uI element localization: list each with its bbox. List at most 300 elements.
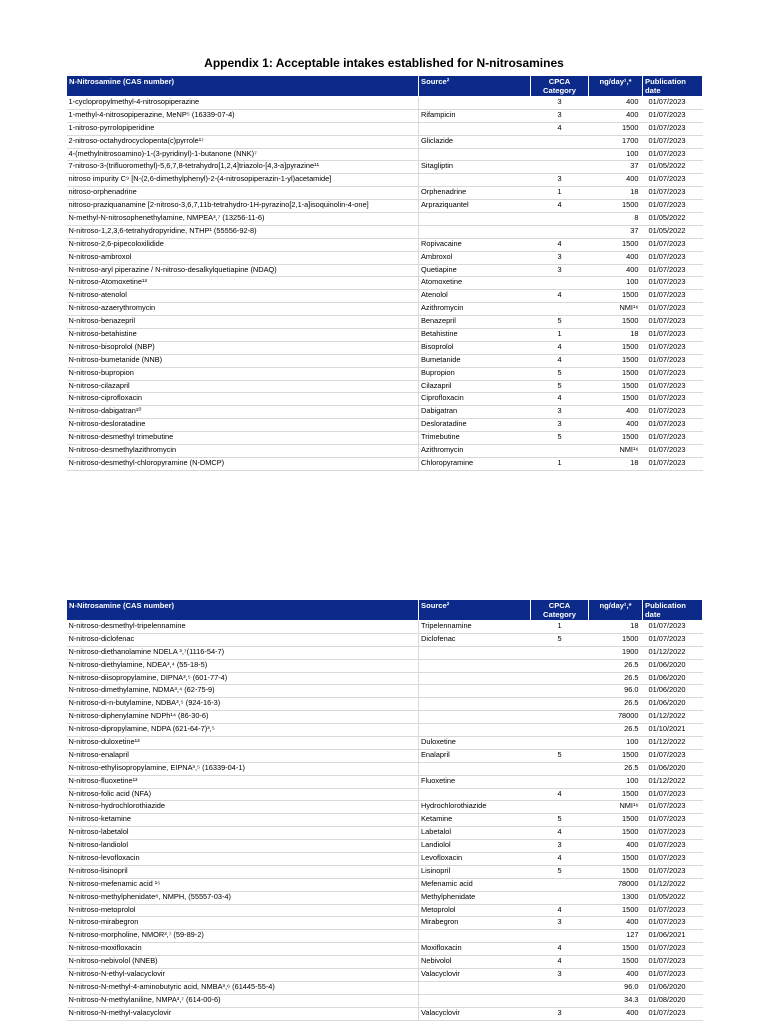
cpca-category-cell: [531, 659, 589, 672]
publication-date-cell: 01/07/2023: [643, 97, 703, 110]
source-cell: Landiolol: [419, 840, 531, 853]
table-row: [67, 917, 703, 930]
ng-per-day-cell: 1500: [589, 853, 643, 866]
table-row: [67, 251, 703, 264]
table-row: [67, 943, 703, 956]
source-cell: Valacyclovir: [419, 969, 531, 982]
nitrosamine-name-cell: N-nitroso-desmethyl-tripelennamine: [67, 621, 419, 634]
publication-date-cell: 01/07/2023: [643, 148, 703, 161]
nitrosamine-name-cell: N-nitroso-benazepril: [67, 316, 419, 329]
nitrosamine-name-cell: 4-(methylnitrosoamino)-1-(3-pyridinyl)-1-butanone (NNK)⁷: [67, 148, 419, 161]
ng-per-day-cell: 1500: [589, 122, 643, 135]
publication-date-cell: 01/07/2023: [643, 917, 703, 930]
cpca-category-cell: 3: [531, 264, 589, 277]
publication-date-cell: 01/07/2023: [643, 238, 703, 251]
publication-date-cell: 01/07/2023: [643, 329, 703, 342]
publication-date-cell: 01/07/2023: [643, 200, 703, 213]
ng-per-day-cell: 400: [589, 419, 643, 432]
table-row: [67, 878, 703, 891]
publication-date-cell: 01/07/2023: [643, 406, 703, 419]
publication-date-cell: 01/07/2023: [643, 290, 703, 303]
table-row: [67, 956, 703, 969]
cpca-category-cell: 4: [531, 200, 589, 213]
header-ng-per-day: ng/day¹,*: [589, 76, 643, 97]
nitrosamine-name-cell: N-nitroso-desmethylazithromycin: [67, 445, 419, 458]
nitrosamine-name-cell: N-nitroso-diisopropylamine, DIPNA³,⁵ (601-77-4): [67, 672, 419, 685]
cpca-category-cell: [531, 711, 589, 724]
nitrosamine-name-cell: N-nitroso-ethylisopropylamine, EIPNA³,⁵ (16339-04-1): [67, 762, 419, 775]
source-cell: Atenolol: [419, 290, 531, 303]
publication-date-cell: 01/07/2023: [643, 419, 703, 432]
nitrosamine-name-cell: N-nitroso-azaerythromycin: [67, 303, 419, 316]
ng-per-day-cell: 400: [589, 969, 643, 982]
table-row: [67, 135, 703, 148]
publication-date-cell: 01/07/2023: [643, 109, 703, 122]
cpca-category-cell: [531, 775, 589, 788]
source-cell: [419, 788, 531, 801]
source-cell: Duloxetine: [419, 737, 531, 750]
publication-date-cell: 01/07/2023: [643, 969, 703, 982]
publication-date-cell: 01/07/2023: [643, 801, 703, 814]
table-row: [67, 762, 703, 775]
source-cell: Rifampicin: [419, 109, 531, 122]
publication-date-cell: 01/07/2023: [643, 621, 703, 634]
table-row: [67, 109, 703, 122]
ng-per-day-cell: 100: [589, 148, 643, 161]
publication-date-cell: 01/07/2023: [643, 393, 703, 406]
nitrosamine-name-cell: N-nitroso-nebivolol (NNEB): [67, 956, 419, 969]
table-row: [67, 659, 703, 672]
source-cell: Quetiapine: [419, 264, 531, 277]
table-row: [67, 174, 703, 187]
ng-per-day-cell: NMI¹⁶: [589, 303, 643, 316]
ng-per-day-cell: 78000: [589, 711, 643, 724]
table-row: [67, 316, 703, 329]
nitrosamine-name-cell: N-nitroso-dimethylamine, NDMA³,⁴ (62-75-9): [67, 685, 419, 698]
cpca-category-cell: [531, 930, 589, 943]
table-row: [67, 406, 703, 419]
cpca-category-cell: [531, 161, 589, 174]
table-row: [67, 737, 703, 750]
cpca-category-cell: 3: [531, 109, 589, 122]
ng-per-day-cell: 26.5: [589, 698, 643, 711]
cpca-category-cell: 5: [531, 633, 589, 646]
cpca-category-cell: [531, 762, 589, 775]
nitrosamine-name-cell: 1-methyl-4-nitrosopiperazine, MeNP⁵ (16339-07-4): [67, 109, 419, 122]
nitrosamine-name-cell: N-nitroso-mefenamic acid ¹⁵: [67, 878, 419, 891]
ng-per-day-cell: 96.0: [589, 981, 643, 994]
cpca-category-cell: [531, 672, 589, 685]
publication-date-cell: 01/07/2023: [643, 457, 703, 470]
source-cell: Bisoprolol: [419, 341, 531, 354]
cpca-category-cell: [531, 981, 589, 994]
nitrosamine-name-cell: N-nitroso-cilazapril: [67, 380, 419, 393]
nitrosamine-name-cell: nitroso-orphenadrine: [67, 187, 419, 200]
cpca-category-cell: 3: [531, 406, 589, 419]
source-cell: Mefenamic acid: [419, 878, 531, 891]
publication-date-cell: 01/07/2023: [643, 749, 703, 762]
publication-date-cell: 01/07/2023: [643, 303, 703, 316]
header-cpca-category: CPCA Category: [531, 600, 589, 621]
source-cell: Azithromycin: [419, 303, 531, 316]
cpca-category-cell: [531, 135, 589, 148]
cpca-category-cell: 4: [531, 904, 589, 917]
nitrosamine-name-cell: N-nitroso-desmethyl trimebutine: [67, 432, 419, 445]
nitrosamine-name-cell: nitroso-praziquanamine [2-nitroso-3,6,7,11b-tetrahydro-1H-pyrazino[2,1-a]isoquinolin-4-one]: [67, 200, 419, 213]
nitrosamine-name-cell: N-nitroso-betahistine: [67, 329, 419, 342]
source-cell: [419, 659, 531, 672]
source-cell: Desloratadine: [419, 419, 531, 432]
cpca-category-cell: [531, 724, 589, 737]
nitrosamine-name-cell: N-nitroso-bumetanide (NNB): [67, 354, 419, 367]
table-row: [67, 621, 703, 634]
header-source: Source²: [419, 76, 531, 97]
cpca-category-cell: [531, 148, 589, 161]
publication-date-cell: 01/07/2023: [643, 814, 703, 827]
table-row: [67, 827, 703, 840]
document-title: Appendix 1: Acceptable intakes established for N-nitrosamines: [204, 56, 564, 70]
source-cell: Gliclazide: [419, 135, 531, 148]
table-header-row: [67, 600, 703, 621]
ng-per-day-cell: 8: [589, 213, 643, 226]
ng-per-day-cell: 1500: [589, 633, 643, 646]
nitrosamine-name-cell: N-nitroso-fluoxetine¹³: [67, 775, 419, 788]
publication-date-cell: 01/07/2023: [643, 865, 703, 878]
publication-date-cell: 01/07/2023: [643, 904, 703, 917]
header-nitrosamine: N-Nitrosamine (CAS number): [67, 600, 419, 621]
cpca-category-cell: 4: [531, 853, 589, 866]
source-cell: Ambroxol: [419, 251, 531, 264]
table-row: [67, 981, 703, 994]
table-row: [67, 393, 703, 406]
source-cell: [419, 97, 531, 110]
cpca-category-cell: 3: [531, 97, 589, 110]
ng-per-day-cell: 400: [589, 174, 643, 187]
source-cell: Mirabegron: [419, 917, 531, 930]
cpca-category-cell: 3: [531, 969, 589, 982]
cpca-category-cell: 5: [531, 432, 589, 445]
ng-per-day-cell: 1500: [589, 865, 643, 878]
source-cell: Arpraziquantel: [419, 200, 531, 213]
source-cell: [419, 646, 531, 659]
table-row: [67, 633, 703, 646]
publication-date-cell: 01/06/2020: [643, 659, 703, 672]
ng-per-day-cell: 1500: [589, 341, 643, 354]
table-row: [67, 329, 703, 342]
publication-date-cell: 01/07/2023: [643, 432, 703, 445]
source-cell: [419, 981, 531, 994]
source-cell: Cilazapril: [419, 380, 531, 393]
table-row: [67, 419, 703, 432]
table-row: [67, 672, 703, 685]
source-cell: Ketamine: [419, 814, 531, 827]
ng-per-day-cell: 1500: [589, 393, 643, 406]
cpca-category-cell: 5: [531, 749, 589, 762]
nitrosamine-name-cell: N-nitroso-duloxetine¹³: [67, 737, 419, 750]
source-cell: [419, 685, 531, 698]
ng-per-day-cell: NMI¹⁶: [589, 445, 643, 458]
ng-per-day-cell: 1700: [589, 135, 643, 148]
nitrosamine-name-cell: N-nitroso-bupropion: [67, 367, 419, 380]
nitrosamine-name-cell: N-nitroso-desmethyl-chloropyramine (N-DMCP): [67, 457, 419, 470]
header-nitrosamine: N-Nitrosamine (CAS number): [67, 76, 419, 97]
nitrosamine-name-cell: 7-nitroso-3-(trifluoromethyl)-5,6,7,8-tetrahydro[1,2,4]triazolo-[4,3-a]pyrazine¹¹: [67, 161, 419, 174]
nitrosamine-name-cell: N-nitroso-diclofenac: [67, 633, 419, 646]
nitrosamine-name-cell: N-nitroso-levofloxacin: [67, 853, 419, 866]
table-row: [67, 213, 703, 226]
source-cell: Azithromycin: [419, 445, 531, 458]
publication-date-cell: 01/07/2023: [643, 135, 703, 148]
table-row: [67, 303, 703, 316]
nitrosamine-name-cell: N-nitroso-methylphenidate⁸, NMPH, (55557-03-4): [67, 891, 419, 904]
cpca-category-cell: 5: [531, 367, 589, 380]
publication-date-cell: 01/07/2023: [643, 827, 703, 840]
publication-date-cell: 01/05/2022: [643, 225, 703, 238]
ng-per-day-cell: 400: [589, 109, 643, 122]
table-row: [67, 367, 703, 380]
source-cell: Dabigatran: [419, 406, 531, 419]
nitrosamine-name-cell: nitroso impurity C⁹ [N-(2,6-dimethylphenyl)-2-(4-nitrosopiperazin-1-yl)acetamide]: [67, 174, 419, 187]
nitrosamine-name-cell: N-nitroso-folic acid (NFA): [67, 788, 419, 801]
ng-per-day-cell: 1500: [589, 827, 643, 840]
table-1-body: [67, 97, 703, 471]
table-row: [67, 277, 703, 290]
publication-date-cell: 01/07/2023: [643, 354, 703, 367]
table-row: [67, 711, 703, 724]
publication-date-cell: 01/07/2023: [643, 251, 703, 264]
source-cell: Benazepril: [419, 316, 531, 329]
publication-date-cell: 01/06/2020: [643, 698, 703, 711]
ng-per-day-cell: 1500: [589, 749, 643, 762]
ng-per-day-cell: 1500: [589, 367, 643, 380]
table-row: [67, 788, 703, 801]
publication-date-cell: 01/07/2023: [643, 956, 703, 969]
source-cell: Diclofenac: [419, 633, 531, 646]
publication-date-cell: 01/07/2023: [643, 277, 703, 290]
cpca-category-cell: [531, 213, 589, 226]
table-row: [67, 646, 703, 659]
publication-date-cell: 01/07/2023: [643, 187, 703, 200]
nitrosamine-name-cell: N-nitroso-enalapril: [67, 749, 419, 762]
publication-date-cell: 01/07/2023: [643, 1007, 703, 1020]
publication-date-cell: 01/07/2023: [643, 633, 703, 646]
table-row: [67, 97, 703, 110]
table-row: [67, 891, 703, 904]
source-cell: [419, 672, 531, 685]
ng-per-day-cell: 400: [589, 917, 643, 930]
publication-date-cell: 01/07/2023: [643, 853, 703, 866]
cpca-category-cell: 5: [531, 814, 589, 827]
source-cell: Orphenadrine: [419, 187, 531, 200]
cpca-category-cell: 3: [531, 174, 589, 187]
publication-date-cell: 01/12/2022: [643, 646, 703, 659]
ng-per-day-cell: 18: [589, 329, 643, 342]
cpca-category-cell: [531, 878, 589, 891]
publication-date-cell: 01/07/2023: [643, 380, 703, 393]
source-cell: Chloropyramine: [419, 457, 531, 470]
source-cell: [419, 122, 531, 135]
ng-per-day-cell: 1500: [589, 200, 643, 213]
table-row: [67, 685, 703, 698]
nitrosamine-name-cell: N-nitroso-desloratadine: [67, 419, 419, 432]
publication-date-cell: 01/07/2023: [643, 943, 703, 956]
cpca-category-cell: 4: [531, 238, 589, 251]
cpca-category-cell: [531, 685, 589, 698]
cpca-category-cell: 1: [531, 329, 589, 342]
ng-per-day-cell: 26.5: [589, 659, 643, 672]
nitrosamine-name-cell: N-nitroso-atenolol: [67, 290, 419, 303]
cpca-category-cell: 3: [531, 917, 589, 930]
source-cell: Hydrochlorothiazide: [419, 801, 531, 814]
ng-per-day-cell: 18: [589, 457, 643, 470]
table-row: [67, 930, 703, 943]
table-row: [67, 148, 703, 161]
publication-date-cell: 01/06/2020: [643, 762, 703, 775]
ng-per-day-cell: 100: [589, 277, 643, 290]
ng-per-day-cell: 1500: [589, 316, 643, 329]
source-cell: [419, 225, 531, 238]
source-cell: [419, 213, 531, 226]
table-row: [67, 775, 703, 788]
table-row: [67, 1007, 703, 1020]
nitrosamine-name-cell: N-nitroso-ketamine: [67, 814, 419, 827]
table-row: [67, 354, 703, 367]
source-cell: Ciprofloxacin: [419, 393, 531, 406]
table-row: [67, 457, 703, 470]
ng-per-day-cell: 1500: [589, 904, 643, 917]
table-row: [67, 445, 703, 458]
ng-per-day-cell: 400: [589, 264, 643, 277]
source-cell: Atomoxetine: [419, 277, 531, 290]
source-cell: Bumetanide: [419, 354, 531, 367]
nitrosamine-name-cell: N-nitroso-diethanolamine NDELA ³,⁷(1116-54-7): [67, 646, 419, 659]
table-row: [67, 853, 703, 866]
publication-date-cell: 01/05/2022: [643, 213, 703, 226]
nitrosamine-name-cell: N-nitroso-ciprofloxacin: [67, 393, 419, 406]
cpca-category-cell: 1: [531, 187, 589, 200]
cpca-category-cell: 3: [531, 419, 589, 432]
cpca-category-cell: 3: [531, 840, 589, 853]
ng-per-day-cell: 1500: [589, 238, 643, 251]
nitrosamine-name-cell: N-nitroso-di-n-butylamine, NDBA³,⁵ (924-16-3): [67, 698, 419, 711]
publication-date-cell: 01/06/2021: [643, 930, 703, 943]
nitrosamine-name-cell: N-nitroso-1,2,3,6-tetrahydropyridine, NTHP¹ (55556-92-8): [67, 225, 419, 238]
nitrosamine-name-cell: N-nitroso-N-methylaniline, NMPA³,⁷ (614-00-6): [67, 994, 419, 1007]
table-row: [67, 904, 703, 917]
cpca-category-cell: 4: [531, 290, 589, 303]
publication-date-cell: 01/07/2023: [643, 445, 703, 458]
ng-per-day-cell: 26.5: [589, 762, 643, 775]
cpca-category-cell: 5: [531, 380, 589, 393]
table-row: [67, 724, 703, 737]
ng-per-day-cell: 37: [589, 225, 643, 238]
source-cell: Enalapril: [419, 749, 531, 762]
table-row: [67, 341, 703, 354]
cpca-category-cell: [531, 801, 589, 814]
publication-date-cell: 01/12/2022: [643, 878, 703, 891]
publication-date-cell: 01/07/2023: [643, 122, 703, 135]
cpca-category-cell: 4: [531, 827, 589, 840]
nitrosamine-name-cell: N-nitroso-N-ethyl-valacyclovir: [67, 969, 419, 982]
header-publication-date: Publication date: [643, 76, 703, 97]
ng-per-day-cell: 26.5: [589, 724, 643, 737]
source-cell: Fluoxetine: [419, 775, 531, 788]
nitrosamine-name-cell: N-nitroso-aryl piperazine / N-nitroso-desalkylquetiapine (NDAQ): [67, 264, 419, 277]
ng-per-day-cell: 1500: [589, 290, 643, 303]
source-cell: Trimebutine: [419, 432, 531, 445]
nitrosamine-name-cell: N-nitroso-mirabegron: [67, 917, 419, 930]
publication-date-cell: 01/06/2020: [643, 981, 703, 994]
cpca-category-cell: 1: [531, 621, 589, 634]
source-cell: [419, 148, 531, 161]
table-row: [67, 264, 703, 277]
source-cell: Betahistine: [419, 329, 531, 342]
source-cell: [419, 698, 531, 711]
source-cell: Valacyclovir: [419, 1007, 531, 1020]
publication-date-cell: 01/05/2022: [643, 891, 703, 904]
publication-date-cell: 01/07/2023: [643, 788, 703, 801]
cpca-category-cell: [531, 737, 589, 750]
ng-per-day-cell: 18: [589, 621, 643, 634]
ng-per-day-cell: 1500: [589, 432, 643, 445]
ng-per-day-cell: 1500: [589, 380, 643, 393]
ng-per-day-cell: 1300: [589, 891, 643, 904]
source-cell: Sitagliptin: [419, 161, 531, 174]
publication-date-cell: 01/12/2022: [643, 737, 703, 750]
table-row: [67, 200, 703, 213]
nitrosamine-name-cell: N-nitroso-N-methyl-valacyclovir: [67, 1007, 419, 1020]
source-cell: Moxifloxacin: [419, 943, 531, 956]
cpca-category-cell: 1: [531, 457, 589, 470]
table-header-row: [67, 76, 703, 97]
cpca-category-cell: [531, 994, 589, 1007]
ng-per-day-cell: 26.5: [589, 672, 643, 685]
source-cell: Levofloxacin: [419, 853, 531, 866]
nitrosamine-name-cell: N-nitroso-2,6-pipecoloxilidide: [67, 238, 419, 251]
nitrosamine-table-2: [66, 599, 703, 1021]
nitrosamine-table-1: [66, 75, 703, 471]
table-row: [67, 122, 703, 135]
source-cell: [419, 762, 531, 775]
nitrosamine-name-cell: N-nitroso-N-methyl-4-aminobutyric acid, NMBA³,⁶ (61445-55-4): [67, 981, 419, 994]
nitrosamine-name-cell: N-nitroso-ambroxol: [67, 251, 419, 264]
source-cell: Tripelennamine: [419, 621, 531, 634]
source-cell: Methylphenidate: [419, 891, 531, 904]
publication-date-cell: 01/07/2023: [643, 341, 703, 354]
table-row: [67, 994, 703, 1007]
cpca-category-cell: [531, 698, 589, 711]
table-row: [67, 840, 703, 853]
ng-per-day-cell: 127: [589, 930, 643, 943]
cpca-category-cell: [531, 891, 589, 904]
table-row: [67, 290, 703, 303]
table-row: [67, 187, 703, 200]
publication-date-cell: 01/12/2022: [643, 775, 703, 788]
publication-date-cell: 01/07/2023: [643, 264, 703, 277]
nitrosamine-name-cell: 1-cyclopropylmethyl-4-nitrosopiperazine: [67, 97, 419, 110]
header-ng-per-day: ng/day¹,*: [589, 600, 643, 621]
ng-per-day-cell: 1500: [589, 354, 643, 367]
cpca-category-cell: 4: [531, 122, 589, 135]
ng-per-day-cell: 400: [589, 251, 643, 264]
ng-per-day-cell: 96.0: [589, 685, 643, 698]
source-cell: [419, 930, 531, 943]
source-cell: [419, 994, 531, 1007]
publication-date-cell: 01/07/2023: [643, 316, 703, 329]
table-row: [67, 814, 703, 827]
nitrosamine-name-cell: 2-nitroso-octahydrocyclopenta(c)pyrrole¹⁷: [67, 135, 419, 148]
ng-per-day-cell: 400: [589, 840, 643, 853]
